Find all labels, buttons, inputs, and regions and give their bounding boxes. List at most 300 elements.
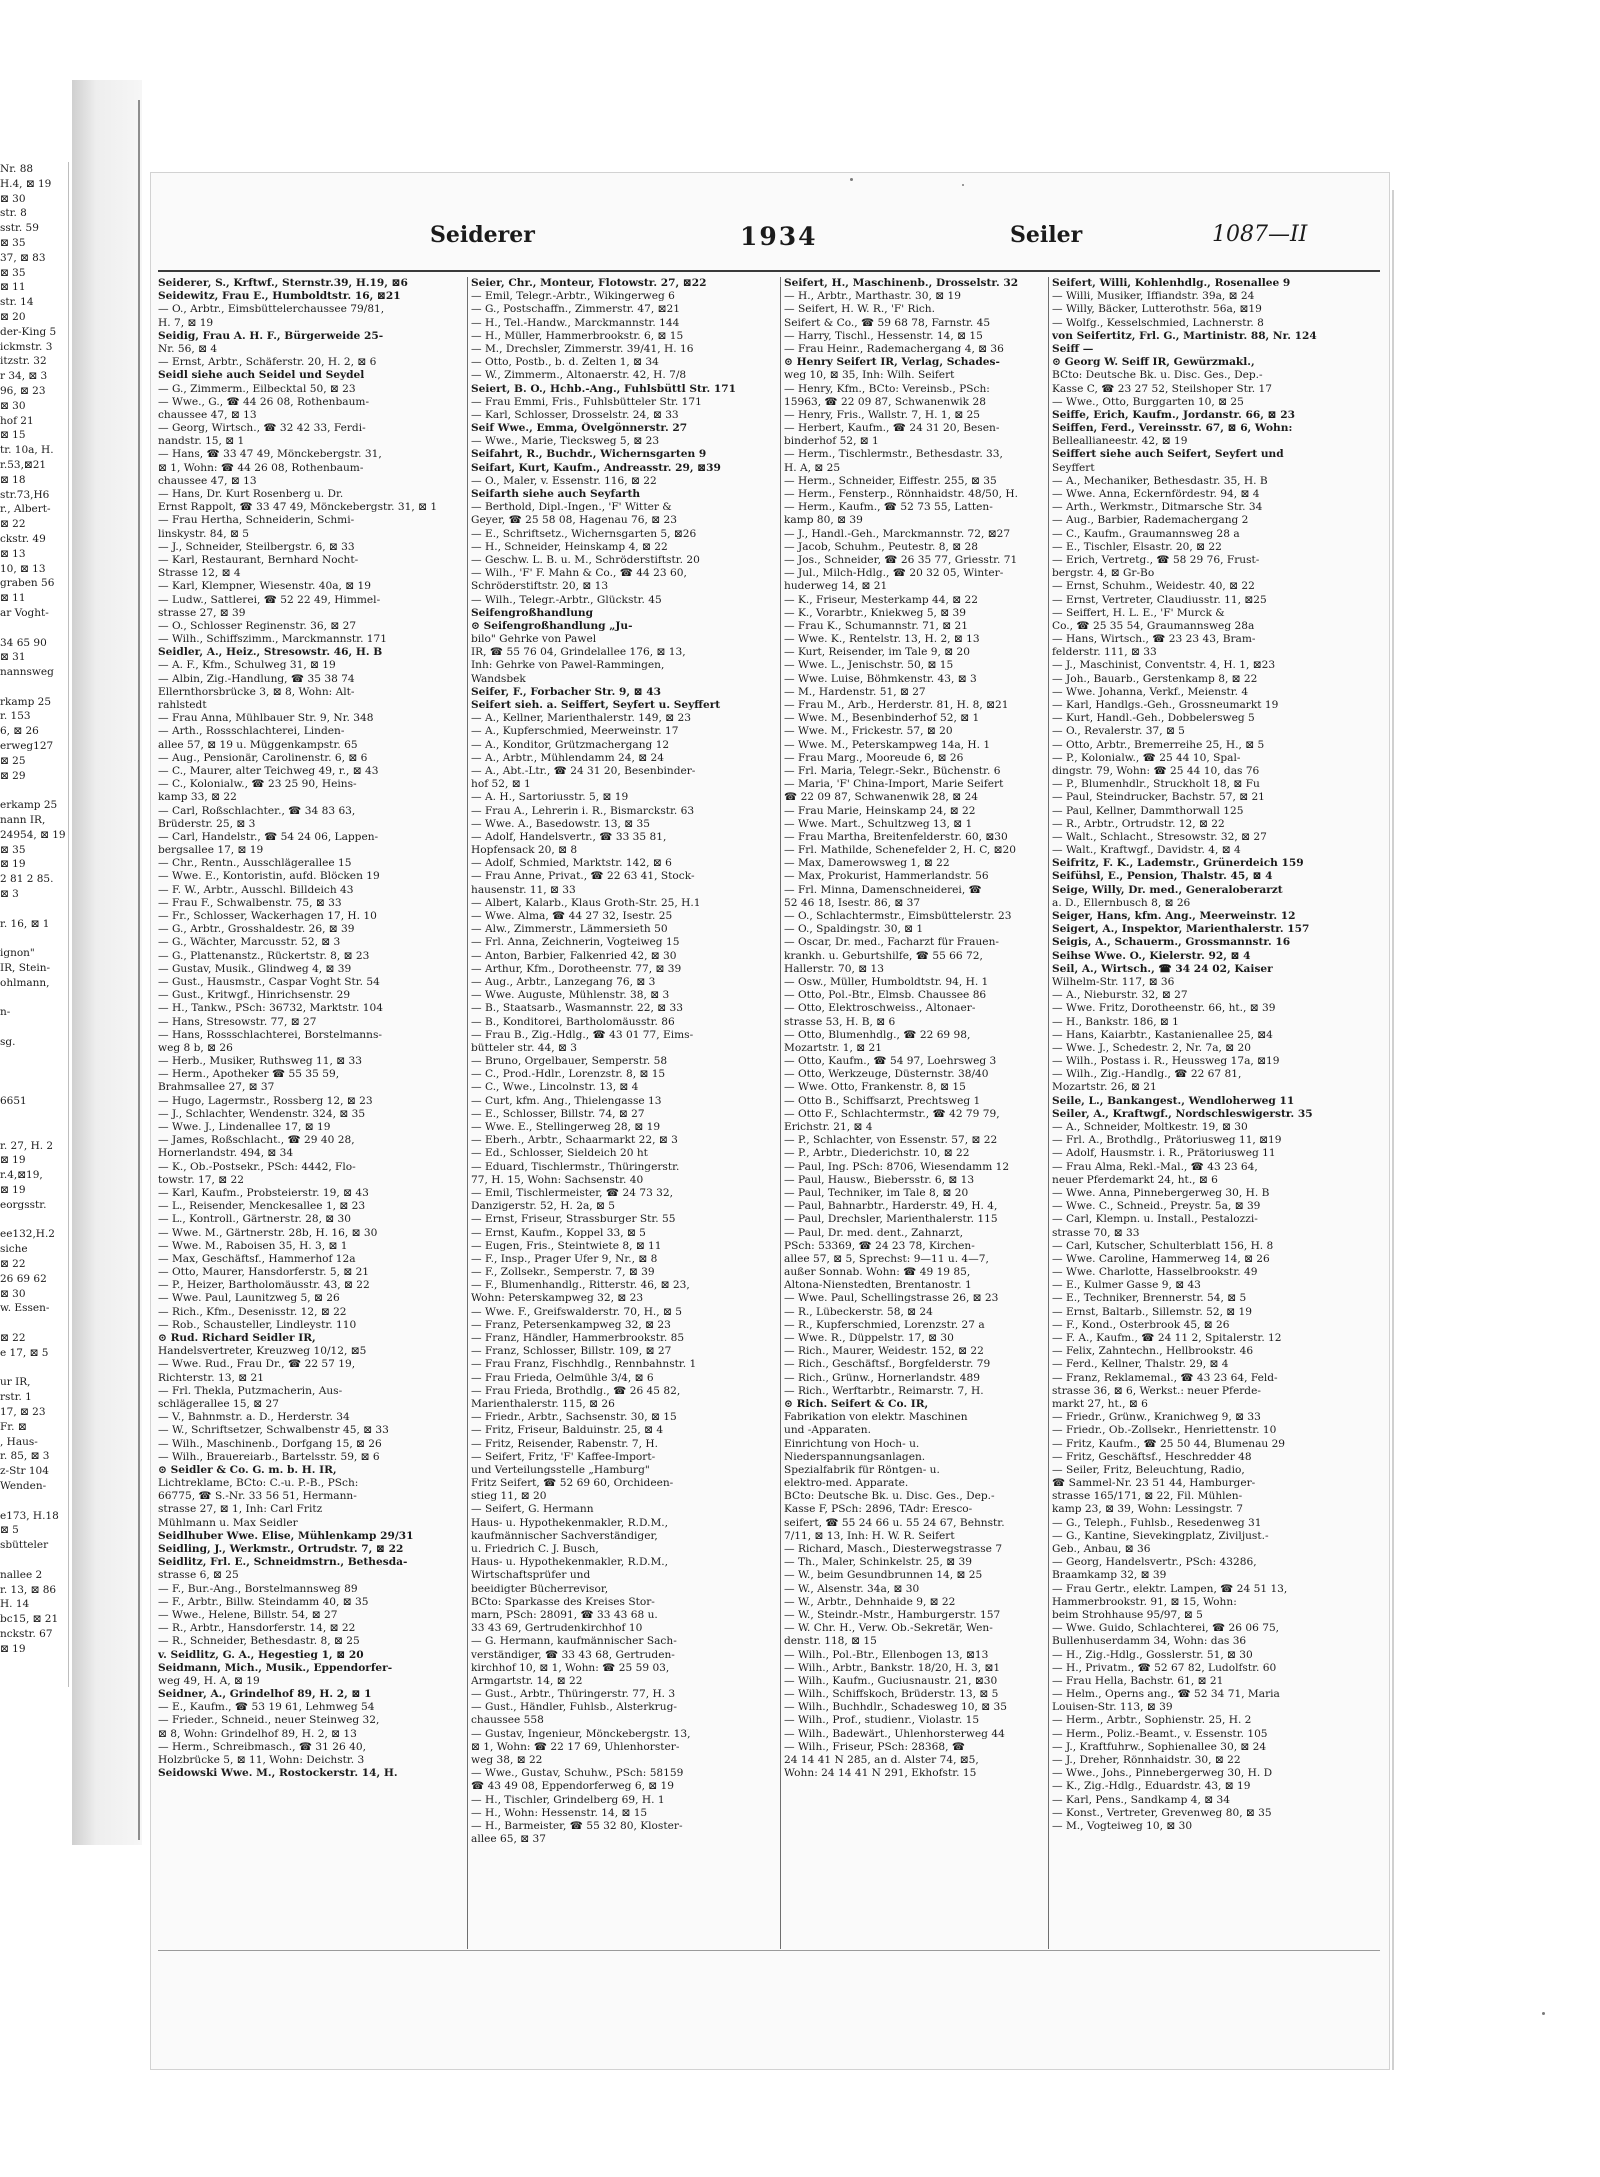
fragment-line: e 17, ⊠ 5 [0, 1346, 49, 1359]
fragment-line: H.4, ⊠ 19 [0, 177, 52, 190]
fragment-line: ⊠ 11 [0, 281, 26, 294]
directory-entry: ⊠ 1, Wohn: ☎ 22 17 69, Uhlenhorster- [471, 1740, 680, 1753]
directory-entry: — Harry, Tischl., Hessenstr. 14, ⊠ 15 [784, 329, 983, 342]
directory-entry: von Seifertitz, Frl. G., Martinistr. 88, Nr. 124 [1052, 329, 1317, 342]
directory-entry: — Frau Hella, Bachstr. 61, ⊠ 21 [1052, 1674, 1224, 1687]
fragment-line: 6651 [0, 1095, 27, 1108]
directory-entry: Kasse F, PSch: 2896, TAdr: Eresco- [784, 1503, 973, 1516]
fragment-line: der-King 5 [0, 325, 57, 338]
directory-entry: — Frau Franz, Fischhdlg., Rennbahnstr. 1 [471, 1358, 697, 1371]
directory-entry: — Wwe. Luise, Böhmkenstr. 43, ⊠ 3 [784, 672, 977, 685]
directory-entry: — A., Konditor, Grützmachergang 12 [471, 738, 670, 751]
directory-entry: elektro-med. Apparate. [784, 1477, 909, 1490]
directory-entry: — Hugo, Lagermstr., Rossberg 12, ⊠ 23 [158, 1094, 373, 1107]
directory-entry: — Otto, Elektroschweiss., Altonaer- [784, 1002, 976, 1015]
print-speck [850, 178, 853, 181]
directory-entry: — P., Schlachter, von Essenstr. 57, ⊠ 22 [784, 1134, 998, 1147]
directory-entry: — Gust., Händler, Fuhlsb., Alsterkrug- [471, 1701, 677, 1714]
directory-entry: — Bruno, Orgelbauer, Semperstr. 58 [471, 1055, 668, 1068]
directory-entry: — Franz, Reklamemal., ☎ 43 23 64, Feld- [1052, 1371, 1278, 1384]
directory-entry: — Wwe. J., Schedestr. 2, Nr. 7a, ⊠ 20 [1052, 1041, 1252, 1054]
directory-entry: — Frl. Maria, Telegr.-Sekr., Büchenstr. 6 [784, 764, 1001, 777]
directory-entry: — Frau Anna, Mühlbauer Str. 9, Nr. 348 [158, 712, 374, 725]
directory-entry: — Wwe. Johanna, Verkf., Meienstr. 4 [1052, 685, 1249, 698]
fragment-line: ⊠ 25 [0, 754, 26, 767]
directory-entry: beim Strohhause 95/97, ⊠ 5 [1052, 1608, 1203, 1621]
directory-entry: 15963, ☎ 22 09 87, Schwanenwik 28 [784, 395, 986, 408]
directory-entry: — Wilh., Kaufm., Guciusnaustr. 21, ⊠30 [784, 1674, 998, 1687]
directory-entry: — F., Insp., Prager Ufer 9, Nr., ⊠ 8 [471, 1252, 658, 1265]
directory-entry: — H., Barmeister, ☎ 55 32 80, Kloster- [471, 1819, 683, 1832]
directory-entry: — Henry, Fris., Wallstr. 7, H. 1, ⊠ 25 [784, 408, 981, 421]
directory-entry: — Willy, Bäcker, Lutterothstr. 56a, ⊠19 [1052, 303, 1262, 316]
directory-entry: Seifahrt, R., Buchdr., Wichernsgarten 9 [471, 448, 707, 461]
directory-entry: — H., Wohn: Hessenstr. 14, ⊠ 15 [471, 1806, 648, 1819]
directory-entry: ⊠ 8, Wohn: Grindelhof 89, H. 2, ⊠ 13 [158, 1727, 357, 1740]
directory-entry: Richterstr. 13, ⊠ 21 [158, 1371, 264, 1384]
directory-entry: — Franz, Schlosser, Billstr. 109, ⊠ 27 [471, 1345, 672, 1358]
directory-entry: — Wwe. R., Düppelstr. 17, ⊠ 30 [784, 1332, 954, 1344]
directory-entry: — Arthur, Kfm., Dorotheenstr. 77, ⊠ 39 [471, 962, 682, 975]
directory-entry: — A. F., Kfm., Schulweg 31, ⊠ 19 [158, 659, 336, 672]
directory-entry: — A., Nieburstr. 32, ⊠ 27 [1052, 989, 1188, 1002]
directory-entry: — Wwe. Paul, Schellingstrasse 26, ⊠ 23 [784, 1292, 999, 1305]
fragment-line [0, 1361, 68, 1376]
directory-entry: Seiger, Hans, kfm. Ang., Meerweinstr. 12 [1052, 910, 1296, 922]
directory-entry: — Seiffert, H. L. E., 'F' Murck & [1052, 606, 1225, 619]
directory-entry: — Ernst, Friseur, Strassburger Str. 55 [471, 1213, 676, 1226]
directory-entry: — Otto, Maurer, Hansdorferstr. 5, ⊠ 21 [158, 1266, 370, 1279]
fragment-line: str. 8 [0, 207, 27, 220]
directory-entry: Ernst Rappolt, ☎ 33 47 49, Mönckebergstr. 31, ⊠ 1 [158, 501, 438, 514]
directory-entry: — Aug., Arbtr., Lanzegang 76, ⊠ 3 [471, 975, 656, 988]
directory-entry: — Walt., Kraftwgf., Davidstr. 4, ⊠ 4 [1052, 844, 1241, 857]
directory-entry: — Ferd., Kellner, Thalstr. 29, ⊠ 4 [1052, 1358, 1229, 1371]
fragment-line: r.4,⊠19, [0, 1169, 43, 1182]
fragment-line: r. 16, ⊠ 1 [0, 917, 50, 930]
directory-entry: — Otto, Pol.-Btr., Elmsb. Chaussee 86 [784, 989, 987, 1002]
directory-entry: chaussee 47, ⊠ 13 [158, 408, 257, 421]
directory-entry: — Wwe. E., Stellingerweg 28, ⊠ 19 [471, 1121, 661, 1133]
directory-entry: — Richard, Masch., Diesterwegstrasse 7 [784, 1543, 1003, 1555]
directory-entry: verständiger, ☎ 33 43 68, Gertruden- [471, 1648, 675, 1661]
fragment-line [0, 1553, 68, 1568]
directory-entry: ☎ 22 09 87, Schwanenwik 28, ⊠ 24 [784, 791, 978, 804]
directory-entry: — Franz, Petersenkampweg 32, ⊠ 23 [471, 1318, 671, 1331]
directory-entry: — J., Dreher, Rönnhaidstr. 30, ⊠ 22 [1052, 1754, 1241, 1766]
directory-entry: Handelsvertreter, Kreuzweg 10/12, ⊠5 [158, 1345, 367, 1358]
directory-entry: — H., Tankw., PSch: 36732, Marktstr. 104 [158, 1002, 383, 1015]
directory-entry: 66775, ☎ S.-Nr. 33 56 51, Hermann- [158, 1490, 357, 1503]
fragment-line: sg. [0, 1036, 16, 1049]
fragment-line [0, 1109, 68, 1124]
directory-entry: Seier, Chr., Monteur, Flotowstr. 27, ⊠22 [471, 277, 707, 289]
directory-entry: schlägerallee 15, ⊠ 27 [158, 1397, 279, 1410]
directory-entry: — O., Spaldingstr. 30, ⊠ 1 [784, 923, 924, 936]
directory-entry: — A., Mechaniker, Bethesdastr. 35, H. B [1052, 474, 1268, 487]
directory-entry: Seil, A., Wirtsch., ☎ 34 24 02, Kaiser [1052, 962, 1273, 975]
directory-entry: 7/11, ⊠ 13, Inh: H. W. R. Seifert [784, 1529, 955, 1542]
directory-entry: — Paul, Bahnarbtr., Harderstr. 49, H. 4, [784, 1200, 998, 1213]
directory-entry: BCto: Sparkasse des Kreises Stor- [471, 1595, 655, 1608]
directory-entry: — Hans, Wirtsch., ☎ 23 23 43, Bram- [1052, 633, 1256, 646]
directory-entry: — Willi, Musiker, Iffiandstr. 39a, ⊠ 24 [1052, 290, 1255, 303]
directory-entry: — Erich, Vertretg., ☎ 58 29 76, Frust- [1052, 553, 1260, 566]
directory-entry: — Otto, Blumenhdlg., ☎ 22 69 98, [784, 1028, 971, 1041]
directory-entry: Holzbrücke 5, ⊠ 11, Wohn: Deichstr. 3 [158, 1754, 365, 1766]
directory-entry: — W., beim Gesundbrunnen 14, ⊠ 25 [784, 1569, 983, 1582]
directory-entry: — Wwe. K., Rentelstr. 13, H. 2, ⊠ 13 [784, 633, 980, 646]
directory-entry: seifert, ☎ 55 24 66 u. 55 24 67, Behnstr. [784, 1516, 1005, 1529]
directory-entry: — Wwe. C., Schneid., Preystr. 5a, ⊠ 39 [1052, 1200, 1261, 1213]
directory-entry: — Wilh., Maschinenb., Dorfgang 15, ⊠ 26 [158, 1437, 382, 1450]
directory-entry: strasse 27, ⊠ 1, Inh: Carl Fritz [158, 1503, 323, 1516]
fragment-line: 37, ⊠ 83 [0, 251, 46, 264]
fragment-line: ⊠ 15 [0, 429, 26, 442]
fragment-line: nallee 2 [0, 1568, 43, 1581]
directory-entry: — A., Schneider, Moltkestr. 19, ⊠ 30 [1052, 1121, 1248, 1133]
fragment-line [0, 1213, 68, 1228]
directory-entry: strasse 36, ⊠ 6, Werkst.: neuer Pferde- [1052, 1384, 1261, 1397]
directory-entry: — O., Maler, v. Essenstr. 116, ⊠ 22 [471, 474, 657, 487]
fragment-line: ⊠ 19 [0, 1183, 26, 1196]
directory-entry: Seige, Willy, Dr. med., Generaloberarzt [1052, 883, 1283, 896]
directory-entry: — Karl, Pens., Sandkamp 4, ⊠ 34 [1052, 1793, 1230, 1806]
directory-entry: — Frl. Minna, Damenschneiderei, ☎ [784, 883, 982, 896]
print-speck [1542, 2012, 1545, 2015]
directory-entry: — Hans, ☎ 33 47 49, Mönckebergstr. 31, [158, 448, 382, 461]
fragment-line: ⊠ 30 [0, 192, 26, 205]
directory-entry: — Jul., Milch-Hdlg., ☎ 20 32 05, Winter- [784, 567, 1004, 580]
directory-entry: — Karl, Schlosser, Drosselstr. 24, ⊠ 33 [471, 408, 679, 421]
directory-entry: — Wilh., Zig.-Handlg., ☎ 22 67 81, [1052, 1068, 1242, 1081]
directory-entry: H. 7, ⊠ 19 [158, 316, 214, 329]
directory-entry: neuer Pferdemarkt 24, ht., ⊠ 6 [1052, 1173, 1218, 1186]
directory-entry: — Wilh., Schiffskoch, Brüderstr. 13, ⊠ 5 [784, 1688, 999, 1701]
directory-entry: bilo" Gehrke von Pawel [471, 633, 597, 646]
directory-entry: — Herm., Kaufm., ☎ 52 73 55, Latten- [784, 501, 993, 514]
directory-entry: — Friedr., Arbtr., Sachsenstr. 30, ⊠ 15 [471, 1411, 677, 1424]
directory-entry: — Carl, Roßschlachter., ☎ 34 83 63, [158, 804, 356, 817]
directory-entry: Haus- u. Hypothekenmakler, R.D.M., [471, 1556, 669, 1569]
directory-entry: Seiert, B. O., Hchb.-Ang., Fuhlsbüttl Str. 171 [471, 382, 737, 395]
directory-entry: Seiler, A., Kraftwgf., Nordschleswigerstr. 35 [1052, 1107, 1313, 1120]
directory-entry: — Wwe., G., ☎ 44 26 08, Rothenbaum- [158, 395, 370, 408]
directory-entry: — Herbert, Kaufm., ☎ 24 31 20, Besen- [784, 422, 1000, 435]
directory-entry: kamp 23, ⊠ 39, Wohn: Lessingstr. 7 [1052, 1503, 1243, 1516]
directory-entry: — P., Kolonialw., ☎ 25 44 10, Spal- [1052, 751, 1241, 764]
directory-entry: Wilhelm-Str. 117, ⊠ 36 [1052, 975, 1175, 988]
directory-entry: — Max, Damerowsweg 1, ⊠ 22 [784, 857, 950, 870]
directory-entry: — Rob., Schausteller, Lindleystr. 110 [158, 1318, 357, 1331]
directory-entry: — Carl, Klempn. u. Install., Pestalozzi- [1052, 1213, 1258, 1226]
fragment-line: ickmstr. 3 [0, 340, 53, 353]
directory-entry: — Wwe. M., Besenbinderhof 52, ⊠ 1 [784, 712, 980, 725]
directory-entry: strasse 165/171, ⊠ 22, Fil. Mühlen- [1052, 1490, 1243, 1503]
fragment-line: ⊠ 22 [0, 1331, 26, 1344]
directory-entry: — Emil, Telegr.-Arbtr., Wikingerweg 6 [471, 290, 675, 303]
directory-entry: — Carl, Kutscher, Schulterblatt 156, H. 8 [1052, 1239, 1274, 1252]
directory-entry: — Hans, Dr. Kurt Rosenberg u. Dr. [158, 488, 344, 500]
directory-entry: Marienthalerstr. 115, ⊠ 26 [471, 1397, 615, 1410]
directory-entry: — C., Wwe., Lincolnstr. 13, ⊠ 4 [471, 1081, 639, 1094]
directory-entry: Seidewitz, Frau E., Humboldtstr. 16, ⊠21 [158, 290, 401, 303]
directory-entry: markt 27, ht., ⊠ 6 [1052, 1397, 1148, 1410]
directory-entry: — Gust., Kritwgf., Hinrichsenstr. 29 [158, 989, 351, 1002]
directory-entry: Mühlmann u. Max Seidler [158, 1516, 298, 1529]
directory-entry: — F. A., Kaufm., ☎ 24 11 2, Spitalerstr. 12 [1052, 1332, 1282, 1344]
directory-entry: — Wwe. E., Kontoristin, aufd. Blöcken 19 [158, 870, 380, 883]
directory-entry: Seiff — [1052, 342, 1094, 355]
directory-entry: — Henry, Kfm., BCto: Vereinsb., PSch: [784, 382, 990, 395]
directory-entry: — Wwe. Rud., Frau Dr., ☎ 22 57 19, [158, 1358, 356, 1371]
directory-entry: hausenstr. 11, ⊠ 33 [471, 883, 576, 896]
directory-entry: — Seifert, G. Hermann [471, 1503, 594, 1516]
directory-entry: — Chr., Rentn., Ausschlägerallee 15 [158, 857, 352, 870]
directory-entry: — E., Tischler, Elsastr. 20, ⊠ 22 [1052, 540, 1222, 553]
directory-entry: — Friedr., Grünw., Kranichweg 9, ⊠ 33 [1052, 1411, 1261, 1424]
fragment-line: ⊠ 29 [0, 769, 26, 782]
directory-entry: Co., ☎ 25 35 54, Graumannsweg 28a [1052, 619, 1255, 632]
directory-entry: ⊙ Georg W. Seiff IR, Gewürzmakl., [1052, 356, 1255, 369]
directory-entry: — Fritz, Friseur, Balduinstr. 25, ⊠ 4 [471, 1424, 664, 1437]
directory-entry: — Ernst, Kaufm., Koppel 33, ⊠ 5 [471, 1226, 646, 1239]
fragment-line: rstr. 1 [0, 1391, 32, 1404]
running-head-first-entry: Seiderer [430, 222, 535, 248]
directory-entry: Hallerstr. 70, ⊠ 13 [784, 962, 884, 975]
directory-entry: — Wwe. A., Basedowstr. 13, ⊠ 35 [471, 817, 650, 830]
directory-entry: beeidigter Bücherrevisor, [471, 1582, 609, 1595]
fragment-line: e173, H.18 [0, 1509, 59, 1522]
directory-entry: — Herm., Schreibmasch., ☎ 31 26 40, [158, 1740, 366, 1753]
facing-page-fragment [0, 162, 69, 1687]
fragment-line: ⊠ 18 [0, 473, 26, 486]
directory-entry: — Otto, Postb., b. d. Zelten 1, ⊠ 34 [471, 356, 659, 369]
directory-entry: — Helm., Operns ang., ☎ 52 34 71, Maria [1052, 1688, 1280, 1701]
directory-entry: — Wwe., Gustav, Schuhw., PSch: 58159 [471, 1767, 684, 1780]
fragment-line: ⊠ 31 [0, 651, 26, 664]
fragment-line: ar Voght- [0, 606, 49, 619]
fragment-line: 6, ⊠ 26 [0, 725, 39, 738]
directory-entry: Seifert, Willi, Kohlenhdlg., Rosenallee 9 [1052, 277, 1291, 289]
directory-entry: hof 52, ⊠ 1 [471, 778, 531, 791]
fragment-line [0, 1065, 68, 1080]
directory-entry: — Ed., Schlosser, Sieldeich 20 ht [471, 1147, 648, 1160]
directory-entry: — Wilh., Schiffszimm., Marckmannstr. 171 [158, 633, 388, 646]
fragment-line: r. 85, ⊠ 3 [0, 1450, 50, 1463]
directory-entry: — Ernst, Arbtr., Schäferstr. 20, H. 2, ⊠ 6 [158, 356, 377, 369]
directory-entry: — A., Kellner, Marienthalerstr. 149, ⊠ 23 [471, 712, 691, 725]
directory-entry: — Hans, Kaiarbtr., Kastanienallee 25, ⊠4 [1052, 1028, 1273, 1041]
fragment-line: r 34, ⊠ 3 [0, 370, 48, 383]
fragment-line [0, 1050, 68, 1065]
directory-entry: — P., Arbtr., Diederichstr. 10, ⊠ 22 [784, 1147, 970, 1160]
fragment-line: ⊠ 3 [0, 888, 19, 901]
directory-entry: — Herm., Fensterp., Rönnhaidstr. 48/50, H. [784, 488, 1018, 500]
directory-entry: — Wolfg., Kesselschmied, Lachnerstr. 8 [1052, 316, 1264, 329]
directory-entry: Seiffen, Ferd., Vereinsstr. 67, ⊠ 6, Wohn: [1052, 422, 1293, 435]
directory-entry: weg 49, H. A, ⊠ 19 [158, 1674, 260, 1687]
directory-entry: — O., Arbtr., Eimsbüttelerchaussee 79/81, [158, 303, 385, 316]
directory-entry: 33 43 69, Gertrudenkirchhof 10 [471, 1622, 643, 1635]
fragment-line: ⊠ 13 [0, 547, 26, 560]
directory-entry: — Wwe. Auguste, Mühlenstr. 38, ⊠ 3 [471, 989, 670, 1002]
directory-entry: — Frl. Anna, Zeichnerin, Vogteiweg 15 [471, 936, 680, 949]
directory-entry: weg 10, ⊠ 35, Inh: Wilh. Seifert [784, 369, 955, 382]
directory-entry: — R., Kupferschmied, Lorenzstr. 27 a [784, 1318, 985, 1331]
fragment-line: 34 65 90 [0, 636, 47, 649]
directory-entry: allee 57, ⊠ 19 u. Müggenkampstr. 65 [158, 738, 358, 751]
directory-entry: — E., Techniker, Brennerstr. 54, ⊠ 5 [1052, 1292, 1247, 1305]
directory-entry: — A. H., Sartoriusstr. 5, ⊠ 19 [471, 791, 629, 804]
directory-entry: — Wilh., Friseur, PSch: 28368, ☎ [784, 1740, 966, 1753]
fragment-line: , Haus- [0, 1435, 38, 1448]
directory-entry: 24 14 41 N 285, an d. Alster 74, ⊠5, [784, 1754, 979, 1766]
directory-entry: — M., Drechsler, Zimmerstr. 39/41, H. 16 [471, 342, 694, 355]
directory-entry: — W., Steindr.-Mstr., Hamburgerstr. 157 [784, 1608, 1001, 1621]
directory-entry: — Paul, Kellner, Dammthorwall 125 [1052, 804, 1244, 817]
directory-entry: — Wwe., Helene, Billstr. 54, ⊠ 27 [158, 1608, 338, 1621]
directory-entry: — Oscar, Dr. med., Facharzt für Frauen- [784, 936, 999, 949]
directory-entry: — G., Plattenanstz., Rückertstr. 8, ⊠ 23 [158, 949, 370, 962]
directory-entry: — Wwe. Mart., Schultzweg 13, ⊠ 1 [784, 817, 973, 830]
directory-entry: — C., Kaufm., Graumannsweg 28 a [1052, 527, 1240, 540]
directory-entry: — Frau A., Lehrerin i. R., Bismarckstr. 63 [471, 804, 695, 817]
directory-entry: 77, H. 15, Wohn: Sachsenstr. 40 [471, 1173, 644, 1186]
directory-entry: Geyer, ☎ 25 58 08, Hagenau 76, ⊠ 23 [471, 514, 677, 527]
directory-entry: — M., Vogteiweg 10, ⊠ 30 [1052, 1819, 1193, 1832]
directory-entry: — Frau Martha, Breitenfelderstr. 60, ⊠30 [784, 830, 1008, 843]
directory-entry: Seiffert siehe auch Seifert, Seyfert und [1052, 448, 1284, 461]
directory-entry: — Wilh., Postass i. R., Heussweg 17a, ⊠19 [1052, 1055, 1280, 1068]
directory-entry: Seidig, Frau A. H. F., Bürgerweide 25- [158, 329, 384, 342]
directory-entry: linskystr. 84, ⊠ 5 [158, 527, 249, 540]
directory-entry: ⊙ Henry Seifert IR, Verlag, Schades- [784, 356, 1000, 369]
directory-entry: — W., Arbtr., Dehnhaide 9, ⊠ 22 [784, 1595, 956, 1608]
directory-entry: — O., Revalerstr. 37, ⊠ 5 [1052, 725, 1185, 738]
fragment-line: ⊠ 30 [0, 1287, 26, 1300]
fragment-line [0, 621, 68, 636]
column-divider [780, 277, 781, 1949]
directory-entry: — J., Kraftfuhrw., Sophienallee 30, ⊠ 24 [1052, 1740, 1267, 1753]
fragment-line: n- [0, 1006, 11, 1019]
directory-entry: bütteler str. 44, ⊠ 3 [471, 1041, 578, 1054]
directory-entry: — Aug., Pensionär, Carolinenstr. 6, ⊠ 6 [158, 751, 368, 764]
fragment-line: 24954, ⊠ 19 [0, 828, 66, 841]
directory-entry: Seifert sieh. a. Seiffert, Seyfert u. Seyffert [471, 699, 721, 711]
fragment-line [0, 1494, 68, 1509]
directory-entry: — Rich., Grünw., Hornerlandstr. 489 [784, 1371, 980, 1384]
directory-entry: Kasse C, ☎ 23 27 52, Steilshoper Str. 17 [1052, 382, 1272, 395]
directory-entry: — Frau Marg., Mooreude 6, ⊠ 26 [784, 751, 964, 764]
directory-entry: — Ernst, Schuhm., Weidestr. 40, ⊠ 22 [1052, 580, 1255, 593]
directory-entry: — Wwe. Alma, ☎ 44 27 32, Isestr. 25 [471, 910, 673, 922]
directory-entry: — Gust., Arbtr., Thüringerstr. 77, H. 3 [471, 1688, 676, 1701]
directory-entry: — Konst., Vertreter, Grevenweg 80, ⊠ 35 [1052, 1806, 1272, 1819]
directory-entry: — Herb., Musiker, Ruthsweg 11, ⊠ 33 [158, 1055, 362, 1068]
book-gutter [72, 80, 142, 1845]
fragment-line: ckstr. 49 [0, 532, 46, 545]
fragment-line: sbütteler [0, 1539, 49, 1552]
directory-entry: — Georg, Wirtsch., ☎ 32 42 33, Ferdi- [158, 422, 366, 435]
fragment-line: 96, ⊠ 23 [0, 384, 46, 397]
directory-entry: Hammerbrookstr. 91, ⊠ 15, Wohn: [1052, 1595, 1237, 1608]
directory-entry: Seidler, A., Heiz., Stresowstr. 46, H. B [158, 646, 383, 659]
fragment-line: ⊠ 30 [0, 399, 26, 412]
fragment-line: siche [0, 1243, 28, 1256]
directory-entry: — Carl, Handelstr., ☎ 54 24 06, Lappen- [158, 830, 379, 843]
directory-entry: strasse 53, H. B, ⊠ 6 [784, 1015, 896, 1028]
print-speck [962, 184, 964, 186]
directory-entry: — W., Alsenstr. 34a, ⊠ 30 [784, 1582, 920, 1595]
directory-entry: und Verteilungsstelle „Hamburg" [471, 1463, 650, 1476]
directory-entry: — Frl. Mathilde, Schenefelder 2, H. C, ⊠20 [784, 844, 1017, 857]
fragment-line: tr. 10a, H. [0, 444, 54, 457]
directory-entry: — Max, Prokurist, Hammerlandstr. 56 [784, 870, 989, 883]
directory-entry: — Frau Hertha, Schneiderin, Schmi- [158, 514, 355, 527]
directory-entry: — Otto, Arbtr., Bremerreihe 25, H., ⊠ 5 [1052, 738, 1265, 751]
directory-entry: — Wilh., Pol.-Btr., Ellenbogen 13, ⊠13 [784, 1648, 989, 1661]
directory-entry: — O., Schlachtermstr., Eimsbüttelerstr. 23 [784, 910, 1012, 922]
directory-entry: — Eduard, Tischlermstr., Thüringerstr. [471, 1160, 680, 1173]
directory-entry: — Georg, Handelsvertr., PSch: 43286, [1052, 1556, 1257, 1569]
directory-entry: Louisen-Str. 113, ⊠ 39 [1052, 1701, 1173, 1714]
directory-entry: Erichstr. 21, ⊠ 4 [784, 1121, 873, 1133]
directory-entry: — G., Arbtr., Grosshaldestr. 26, ⊠ 39 [158, 923, 355, 936]
directory-entry: felderstr. 111, ⊠ 33 [1052, 646, 1157, 659]
directory-entry: Seihse Wwe. O., Kielerstr. 92, ⊠ 4 [1052, 949, 1251, 962]
fragment-line: ⊠ 11 [0, 592, 26, 605]
directory-entry: rahlstedt [158, 699, 207, 711]
directory-entry: — Otto F., Schlachtermstr., ☎ 42 79 79, [784, 1107, 1000, 1120]
directory-entry: — Arth., Rossschlachterei, Linden- [158, 725, 345, 738]
directory-entry: Strasse 12, ⊠ 4 [158, 567, 241, 580]
directory-entry: binderhof 52, ⊠ 1 [784, 435, 879, 448]
fragment-line: str. 14 [0, 296, 34, 309]
directory-entry: Geb., Anbau, ⊠ 36 [1052, 1543, 1151, 1555]
directory-entry: dingstr. 79, Wohn: ☎ 25 44 10, das 76 [1052, 764, 1260, 777]
directory-entry: — Seifert, H. W. R., 'F' Rich. [784, 303, 935, 316]
directory-entry: — H., Zig.-Hdlg., Gosslerstr. 51, ⊠ 30 [1052, 1648, 1253, 1661]
directory-entry: denstr. 118, ⊠ 15 [784, 1635, 877, 1648]
directory-entry: — Frau B., Zig.-Hdlg., ☎ 43 01 77, Eims- [471, 1028, 694, 1041]
directory-entry: Bullenhuserdamm 34, Wohn: das 36 [1052, 1635, 1247, 1648]
directory-entry: — Otto, Werkzeuge, Düsternstr. 38/40 [784, 1068, 989, 1081]
directory-entry: 52 46 18, Isestr. 86, ⊠ 37 [784, 896, 921, 909]
directory-entry: kirchhof 10, ⊠ 1, Wohn: ☎ 25 59 03, [471, 1661, 670, 1674]
fragment-line: ohlmann, [0, 976, 50, 989]
fragment-line: r., Albert- [0, 503, 51, 516]
directory-entry: — James, Roßschlacht., ☎ 29 40 28, [158, 1134, 355, 1147]
directory-entry: — Adolf, Handelsvertr., ☎ 33 35 81, [471, 830, 667, 843]
directory-entry: — Frau K., Schumannstr. 71, ⊠ 21 [784, 619, 969, 632]
directory-entry: — Frieder., Schneid., neuer Steinweg 32, [158, 1714, 380, 1727]
page-number: 1934 [740, 222, 818, 251]
directory-entry: Altona-Nienstedten, Brentanostr. 1 [784, 1279, 972, 1292]
fragment-line: 10, ⊠ 13 [0, 562, 46, 575]
directory-entry: weg 38, ⊠ 22 [471, 1754, 543, 1766]
directory-entry: Seigert, A., Inspektor, Marienthalerstr. 157 [1052, 923, 1310, 936]
directory-entry: — Fritz, Reisender, Rabenstr. 7, H. [471, 1437, 659, 1450]
directory-entry: — Wilh., Brauereiarb., Bartelsstr. 59, ⊠ 6 [158, 1450, 380, 1463]
directory-entry: — R., Arbtr., Ortrudstr. 12, ⊠ 22 [1052, 817, 1225, 830]
directory-entry: — J., Schlachter, Wendenstr. 324, ⊠ 35 [158, 1107, 366, 1120]
directory-entry: — Wwe. Guido, Schlachterei, ☎ 26 06 75, [1052, 1622, 1280, 1635]
directory-entry: Seidl siehe auch Seidel und Seydel [158, 369, 365, 382]
directory-entry: — Joh., Bauarb., Gerstenkamp 8, ⊠ 22 [1052, 672, 1258, 685]
fragment-line: ⊠ 35 [0, 266, 26, 279]
directory-entry: Wohn: Peterskampweg 32, ⊠ 23 [471, 1292, 644, 1305]
